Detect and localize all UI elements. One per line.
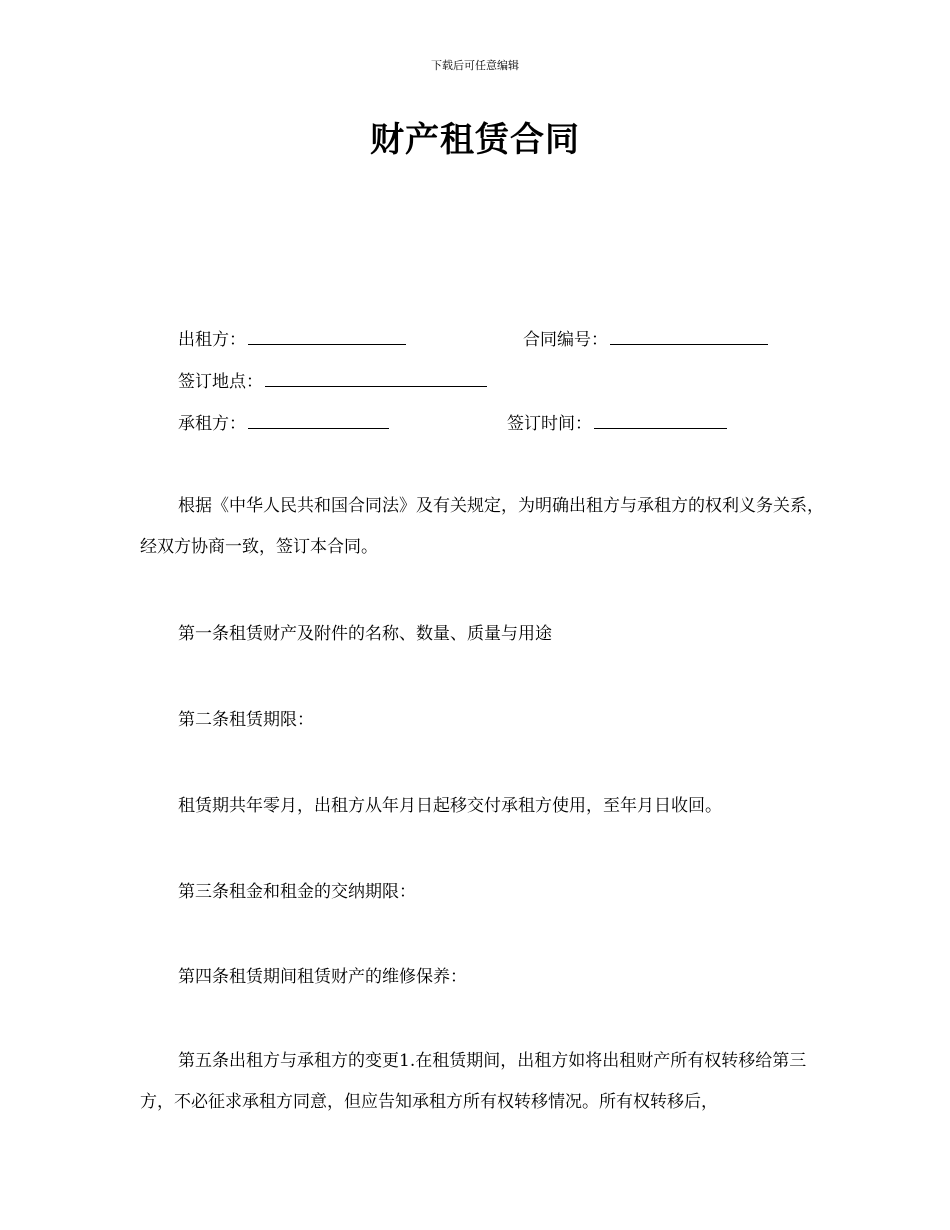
lessor-blank[interactable] [248, 326, 406, 345]
sign-time-label: 签订时间： [507, 414, 592, 434]
contract-number-blank[interactable] [610, 326, 768, 345]
lessee-blank[interactable] [248, 410, 389, 429]
contract-number-label: 合同编号： [523, 330, 608, 350]
document-title: 财产租赁合同 [370, 120, 580, 160]
article-2-heading: 第二条租赁期限： [178, 710, 314, 730]
sign-place-field [178, 368, 487, 394]
header-note: 下载后可任意编辑 [431, 59, 519, 72]
lessor-label: 出租方： [178, 330, 246, 350]
sign-time-field [507, 410, 727, 436]
article-3-heading: 第三条租金和租金的交纳期限： [178, 882, 416, 902]
lessee-field [178, 410, 389, 436]
lease-term-paragraph: 租赁期共年零月，出租方从年月日起移交付承租方使用，至年月日收回。 [178, 796, 722, 816]
preamble-paragraph: 根据《中华人民共和国合同法》及有关规定，为明确出租方与承租方的权利义务关系，经双方协商一致，签订本合同。 [140, 496, 824, 557]
lessor-field [178, 326, 406, 352]
article-5-paragraph: 第五条出租方与承租方的变更1.在租赁期间，出租方如将出租财产所有权转移给第三方，不必征求承租方同意，但应告知承租方所有权转移情况。所有权转移后， [140, 1051, 807, 1112]
lessee-label: 承租方： [178, 414, 246, 434]
sign-time-blank[interactable] [594, 410, 727, 429]
article-1-heading: 第一条租赁财产及附件的名称、数量、质量与用途 [178, 624, 552, 644]
contract-number-field [523, 326, 768, 352]
sign-place-blank[interactable] [265, 368, 487, 387]
article-4-heading: 第四条租赁期间租赁财产的维修保养： [178, 967, 467, 987]
sign-place-label: 签订地点： [178, 372, 263, 392]
